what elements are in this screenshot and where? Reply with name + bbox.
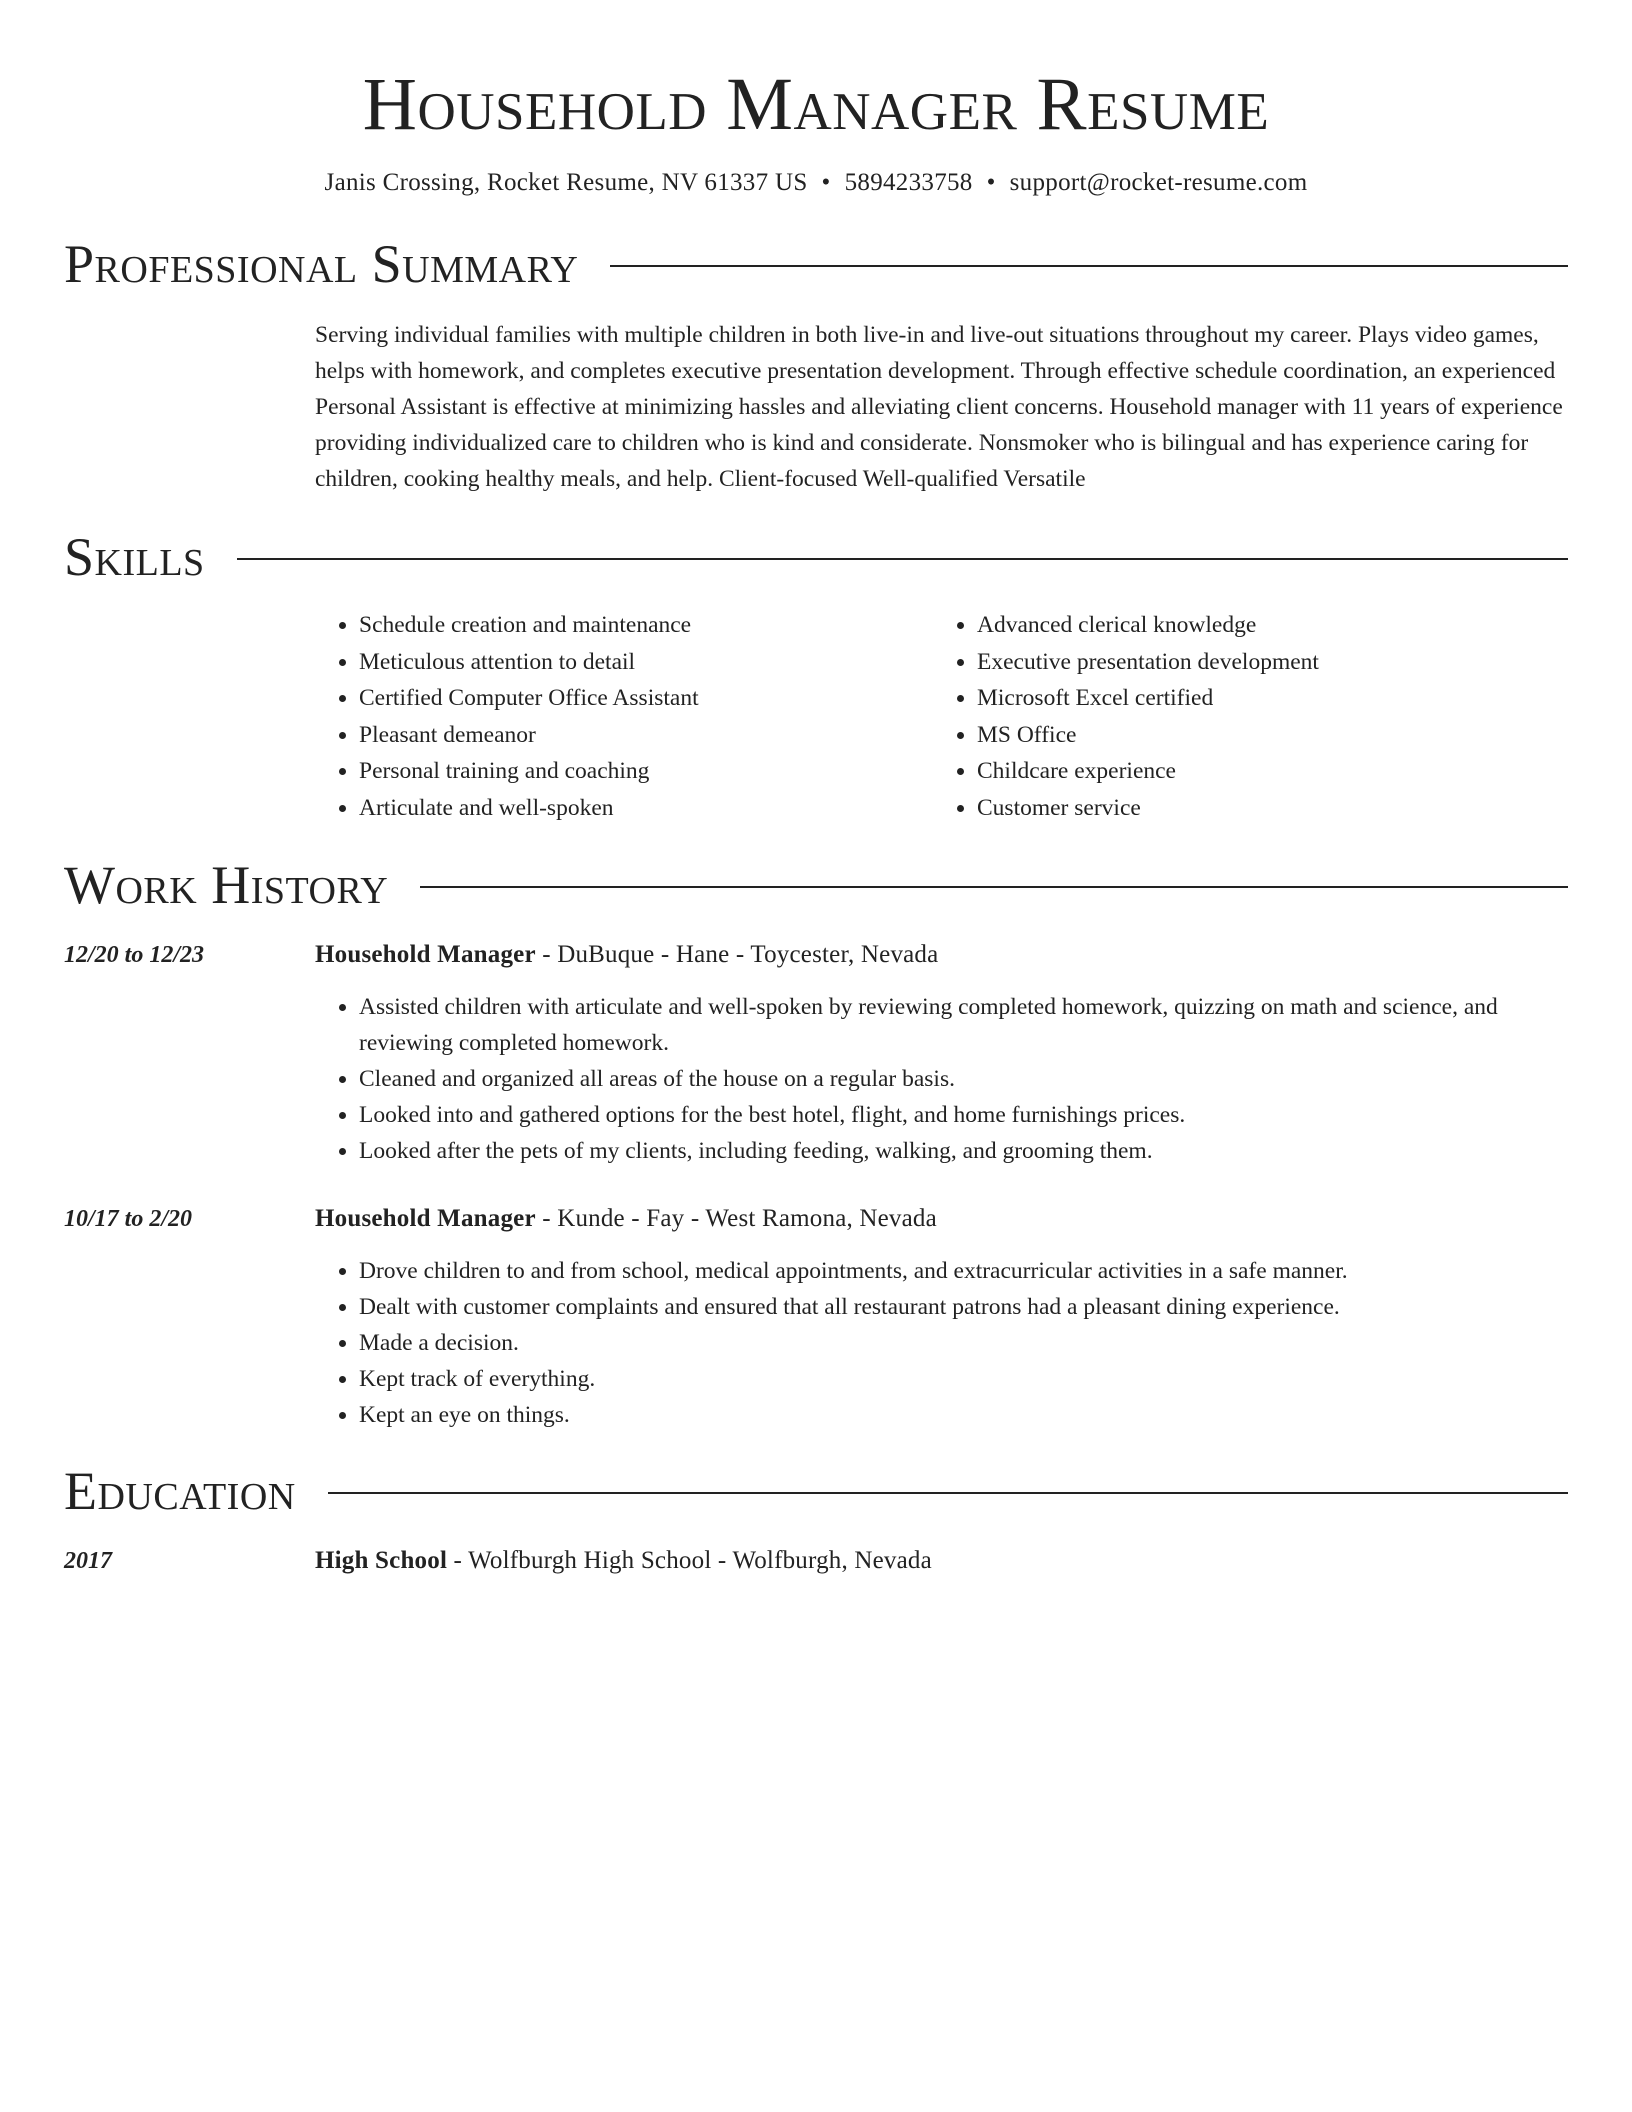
section-divider: [420, 886, 1568, 888]
contact-address: Janis Crossing, Rocket Resume, NV 61337 US: [324, 169, 808, 196]
job-duty: • Dealt with customer complaints and ensured that all restaurant patrons had a pleasant dining experience.: [359, 1289, 1568, 1325]
work-history-title: Work History: [64, 855, 389, 915]
education-entry: [64, 1543, 1568, 1579]
summary-section: [64, 232, 1568, 497]
job-duty: • Made a decision.: [359, 1325, 1568, 1361]
education-degree: High School: [315, 1547, 448, 1574]
job-role: Household Manager: [315, 1205, 536, 1232]
job-employer: - DuBuque - Hane - Toycester, Nevada: [535, 941, 939, 968]
skill-item: • Customer service: [977, 790, 1551, 827]
skill-item: • Pleasant demeanor: [359, 717, 933, 754]
job-duty: • Drove children to and from school, medical appointments, and extracurricular activities in a safe manner.: [359, 1253, 1568, 1289]
resume-title: Household Manager Resume: [362, 63, 1270, 146]
contact-phone: 5894233758: [844, 169, 973, 196]
skill-item: • Childcare experience: [977, 753, 1551, 790]
job-duty: • Kept track of everything.: [359, 1361, 1568, 1397]
skills-header: [64, 525, 1568, 589]
education-school: - Wolfburgh High School - Wolfburgh, Nevada: [447, 1547, 932, 1574]
job-duties-list: [315, 1253, 1568, 1433]
section-divider: [328, 1492, 1568, 1494]
work-history-header: [64, 853, 1568, 917]
job-dates: 12/20 to 12/23: [64, 942, 205, 968]
skill-item: • Meticulous attention to detail: [359, 644, 933, 681]
contact-separator: •: [821, 169, 831, 196]
skills-title: Skills: [64, 527, 205, 587]
skills-section: [64, 525, 1568, 826]
job-duty: • Looked into and gathered options for the best hotel, flight, and home furnishings prices.: [359, 1097, 1568, 1133]
job-duty: • Looked after the pets of my clients, including feeding, walking, and grooming them.: [359, 1133, 1568, 1169]
job-body: [315, 937, 1568, 1169]
job-employer: - Kunde - Fay - West Ramona, Nevada: [535, 1205, 937, 1232]
job-duty: • Assisted children with articulate and well-spoken by reviewing completed homework, quizzing on math and science, and reviewing completed homework.: [359, 989, 1568, 1061]
education-title-line: [315, 1543, 1568, 1579]
education-year: 2017: [64, 1548, 112, 1574]
contact-line: [64, 168, 1568, 198]
job-duty: • Cleaned and organized all areas of the house on a regular basis.: [359, 1061, 1568, 1097]
skills-list-right: [933, 607, 1551, 826]
skill-item: • Schedule creation and maintenance: [359, 607, 933, 644]
job-title-line: [315, 937, 1568, 973]
summary-header: [64, 232, 1568, 296]
skill-item: • MS Office: [977, 717, 1551, 754]
job-dates: 10/17 to 2/20: [64, 1206, 193, 1232]
section-divider: [237, 558, 1568, 560]
skill-item: • Personal training and coaching: [359, 753, 933, 790]
job-body: [315, 1201, 1568, 1433]
education-section: [64, 1459, 1568, 1579]
education-title: Education: [64, 1461, 296, 1521]
job-role: Household Manager: [315, 941, 536, 968]
skills-columns: [315, 607, 1568, 826]
skill-item: • Microsoft Excel certified: [977, 680, 1551, 717]
skills-list-left: [315, 607, 933, 826]
skill-item: • Certified Computer Office Assistant: [359, 680, 933, 717]
job-duty: • Kept an eye on things.: [359, 1397, 1568, 1433]
summary-text: Serving individual families with multiple children in both live-in and live-out situations throughout my career. Plays video games, helps with homework, and completes executive presentation development. Through effective schedule coordination, an experienced Personal Assistant is effective at minimizing hassles and alleviating client concerns. Household manager with 11 years of experience providing individualized care to children who is kind and considerate. Nonsmoker who is bilingual and has experience caring for children, cooking healthy meals, and help. Client-focused Well-qualified Versatile: [315, 322, 1563, 492]
education-body: [315, 1543, 1568, 1579]
job-duties-list: [315, 989, 1568, 1169]
job-entry: [64, 937, 1568, 1169]
education-header: [64, 1459, 1568, 1523]
job-entry: [64, 1201, 1568, 1433]
contact-email: support@rocket-resume.com: [1009, 169, 1308, 196]
skill-item: • Executive presentation development: [977, 644, 1551, 681]
work-history-section: [64, 853, 1568, 1433]
job-title-line: [315, 1201, 1568, 1237]
skill-item: • Articulate and well-spoken: [359, 790, 933, 827]
contact-separator: •: [986, 169, 996, 196]
section-divider: [610, 265, 1568, 267]
summary-title: Professional Summary: [64, 234, 579, 294]
skill-item: • Advanced clerical knowledge: [977, 607, 1551, 644]
